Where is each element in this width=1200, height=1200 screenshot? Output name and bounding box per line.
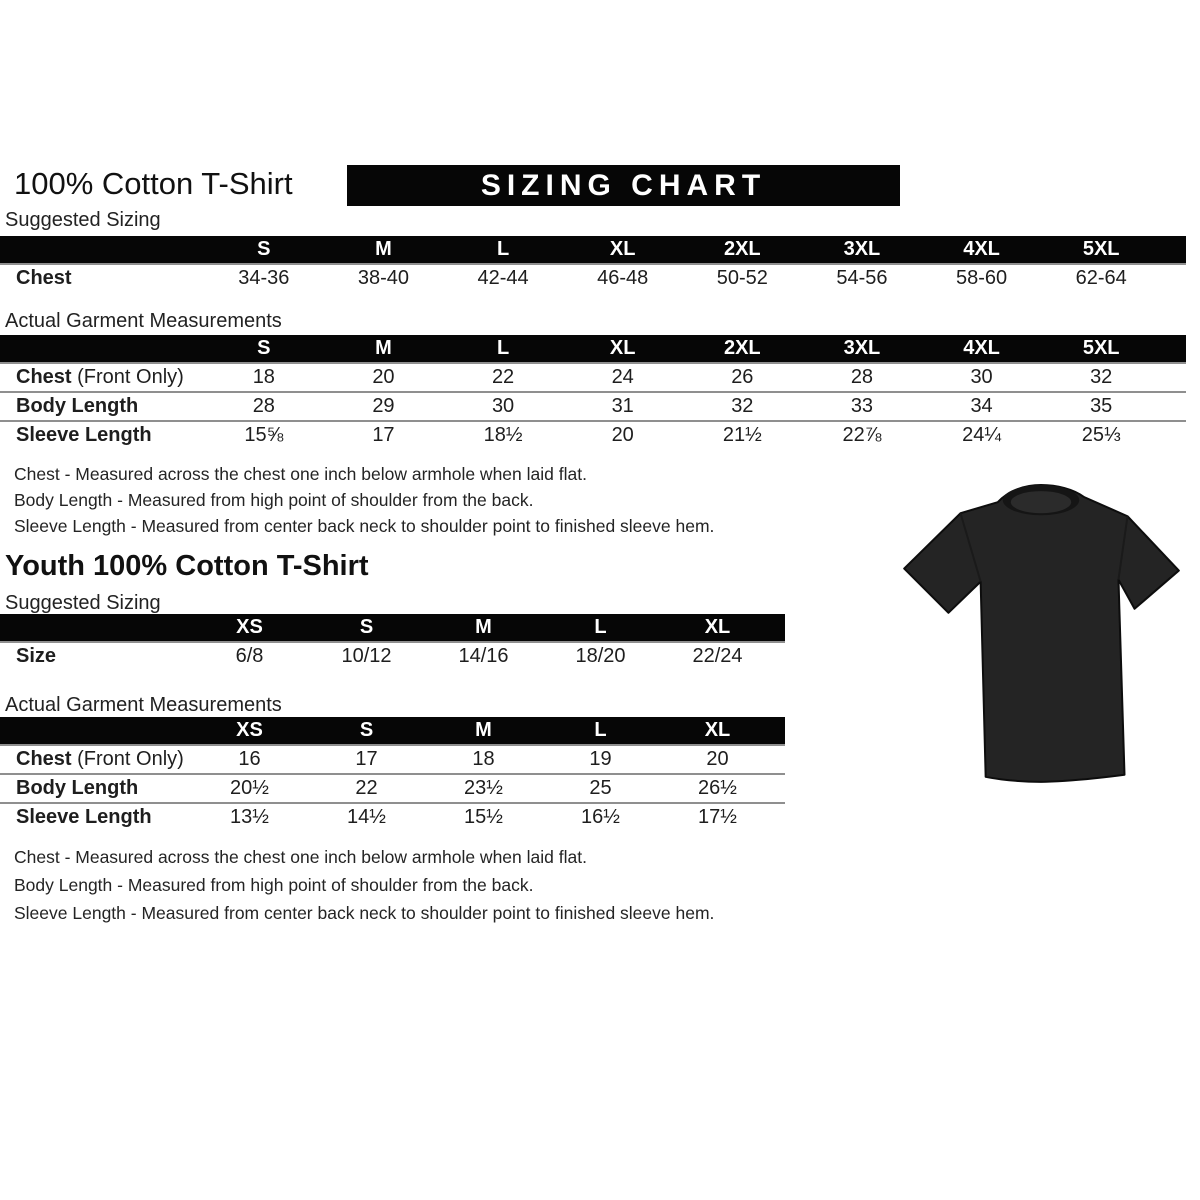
size-column-header: 4XL [963,238,1000,260]
table-row [0,265,1186,292]
measurement-value: 26 [731,366,754,388]
measurement-value: 17 [372,424,395,446]
note-body-length: Body Length - Measured from high point of shoulder from the back. [14,490,534,510]
note-chest: Chest - Measured across the chest one inch below armhole when laid flat. [14,464,587,484]
size-column-header: 2XL [723,337,761,359]
size-column-header: L [496,337,510,359]
youth-suggested-sizing-table [0,614,785,670]
size-column-header: 3XL [843,337,881,359]
measurement-value: 20 [372,366,395,388]
measurement-value: 13½ [230,806,269,828]
size-column-header: L [496,238,510,260]
size-column-header: S [257,337,271,359]
header-corner-cell [0,236,204,263]
table-header-row [0,614,785,643]
measurement-value: 14/16 [458,645,509,667]
row-label: Chest [16,267,72,289]
measurement-value: 29 [372,395,395,417]
measurement-value: 20 [611,424,634,446]
measurement-value: 31 [611,395,634,417]
table-row [0,773,785,802]
measurement-value: 25⅓ [1081,424,1121,446]
measurement-value: 19 [589,748,612,770]
table-row [0,391,1186,420]
measurement-value: 32 [731,395,754,417]
adult-measurement-notes [14,461,714,539]
measurement-value: 32 [1090,366,1113,388]
size-column-header: XL [609,337,636,359]
measurement-value: 42-44 [477,267,529,289]
measurement-value: 18 [472,748,495,770]
table-header-row [0,236,1186,265]
measurement-value: 34-36 [238,267,290,289]
sizing-chart-banner-label: SIZING CHART [480,169,767,202]
measurement-value: 16½ [581,806,620,828]
row-label: Chest (Front Only) [16,748,184,770]
header-corner-cell [0,614,191,641]
measurement-value: 30 [491,395,515,417]
measurement-value: 22 [355,777,378,799]
row-label: Sleeve Length [16,806,152,828]
size-column-header: M [375,337,392,359]
table-header-row [0,717,785,746]
measurement-value: 16 [238,748,261,770]
black-tshirt-image [890,476,1192,810]
note-sleeve-length: Sleeve Length - Measured from center back neck to shoulder point to finished sleeve hem. [14,903,715,923]
measurement-value: 15⅝ [244,424,284,446]
table-row [0,420,1186,449]
measurement-value: 20 [706,748,729,770]
measurement-value: 10/12 [341,645,392,667]
measurement-value: 18/20 [575,645,626,667]
tshirt-body [904,485,1179,782]
measurement-value: 14½ [347,806,386,828]
measurement-value: 54-56 [836,267,888,289]
measurement-value: 17 [355,748,378,770]
table-row [0,802,785,831]
measurement-value: 50-52 [716,267,768,289]
measurement-value: 22 [491,366,515,388]
measurement-value: 23½ [464,777,503,799]
measurement-value: 22⅞ [842,424,882,446]
size-column-header: XS [236,616,263,638]
measurement-value: 22/24 [692,645,743,667]
measurement-value: 20½ [230,777,269,799]
note-sleeve-length: Sleeve Length - Measured from center back neck to shoulder point to finished sleeve hem. [14,516,715,536]
size-column-header: XL [704,719,731,741]
size-column-header: M [475,616,492,638]
size-column-header: M [375,238,392,260]
measurement-value: 34 [970,395,993,417]
size-column-header: 4XL [963,337,1000,359]
measurement-value: 24¼ [962,424,1002,446]
measurement-value: 21½ [722,424,762,446]
adult-suggested-sizing-label: Suggested Sizing [5,209,161,231]
row-label: Chest (Front Only) [16,366,184,388]
measurement-value: 33 [850,395,874,417]
measurement-value: 38-40 [357,267,410,289]
measurement-value: 25 [589,777,612,799]
size-column-header: 5XL [1082,337,1120,359]
measurement-value: 18 [252,366,275,388]
table-row [0,643,785,670]
youth-measurement-notes [14,843,714,927]
row-label: Body Length [16,777,139,799]
youth-actual-measurements-table [0,717,785,831]
size-column-header: 2XL [723,238,761,260]
youth-actual-measurements-label: Actual Garment Measurements [5,694,282,716]
table-header-row [0,335,1186,364]
measurement-value: 18½ [483,424,523,446]
row-label: Size [16,645,57,667]
header-corner-cell [0,717,191,744]
sizing-chart-banner [347,165,900,206]
measurement-value: 28 [252,395,275,417]
size-column-header: S [359,616,374,638]
row-label: Sleeve Length [16,424,152,446]
tshirt-collar-inner [1011,491,1071,513]
size-column-header: L [594,616,607,638]
measurement-value: 46-48 [597,267,649,289]
size-column-header: L [594,719,607,741]
measurement-value: 62-64 [1075,267,1127,289]
measurement-value: 30 [970,366,993,388]
size-column-header: S [257,238,271,260]
page-title: 100% Cotton T-Shirt [14,166,293,201]
size-column-header: XL [704,616,731,638]
measurement-value: 24 [611,366,634,388]
adult-suggested-sizing-table [0,236,1186,292]
measurement-value: 6/8 [235,645,264,667]
table-row [0,364,1186,391]
adult-actual-measurements-table [0,335,1186,449]
youth-section-title: Youth 100% Cotton T-Shirt [5,550,369,582]
measurement-value: 58-60 [955,267,1008,289]
size-column-header: S [359,719,374,741]
size-column-header: M [475,719,492,741]
note-body-length: Body Length - Measured from high point of shoulder from the back. [14,875,534,895]
measurement-value: 26½ [698,777,737,799]
size-column-header: XL [609,238,636,260]
youth-suggested-sizing-label: Suggested Sizing [5,592,161,614]
measurement-value: 15½ [464,806,503,828]
tshirt-graphic [890,476,1192,810]
table-row [0,746,785,773]
adult-actual-measurements-label: Actual Garment Measurements [5,310,282,332]
size-column-header: 5XL [1082,238,1120,260]
size-column-header: 3XL [843,238,881,260]
header-corner-cell [0,335,204,362]
note-chest: Chest - Measured across the chest one inch below armhole when laid flat. [14,847,587,867]
measurement-value: 17½ [698,806,737,828]
measurement-value: 35 [1090,395,1113,417]
row-label: Body Length [16,395,139,417]
size-column-header: XS [236,719,263,741]
measurement-value: 28 [850,366,874,388]
